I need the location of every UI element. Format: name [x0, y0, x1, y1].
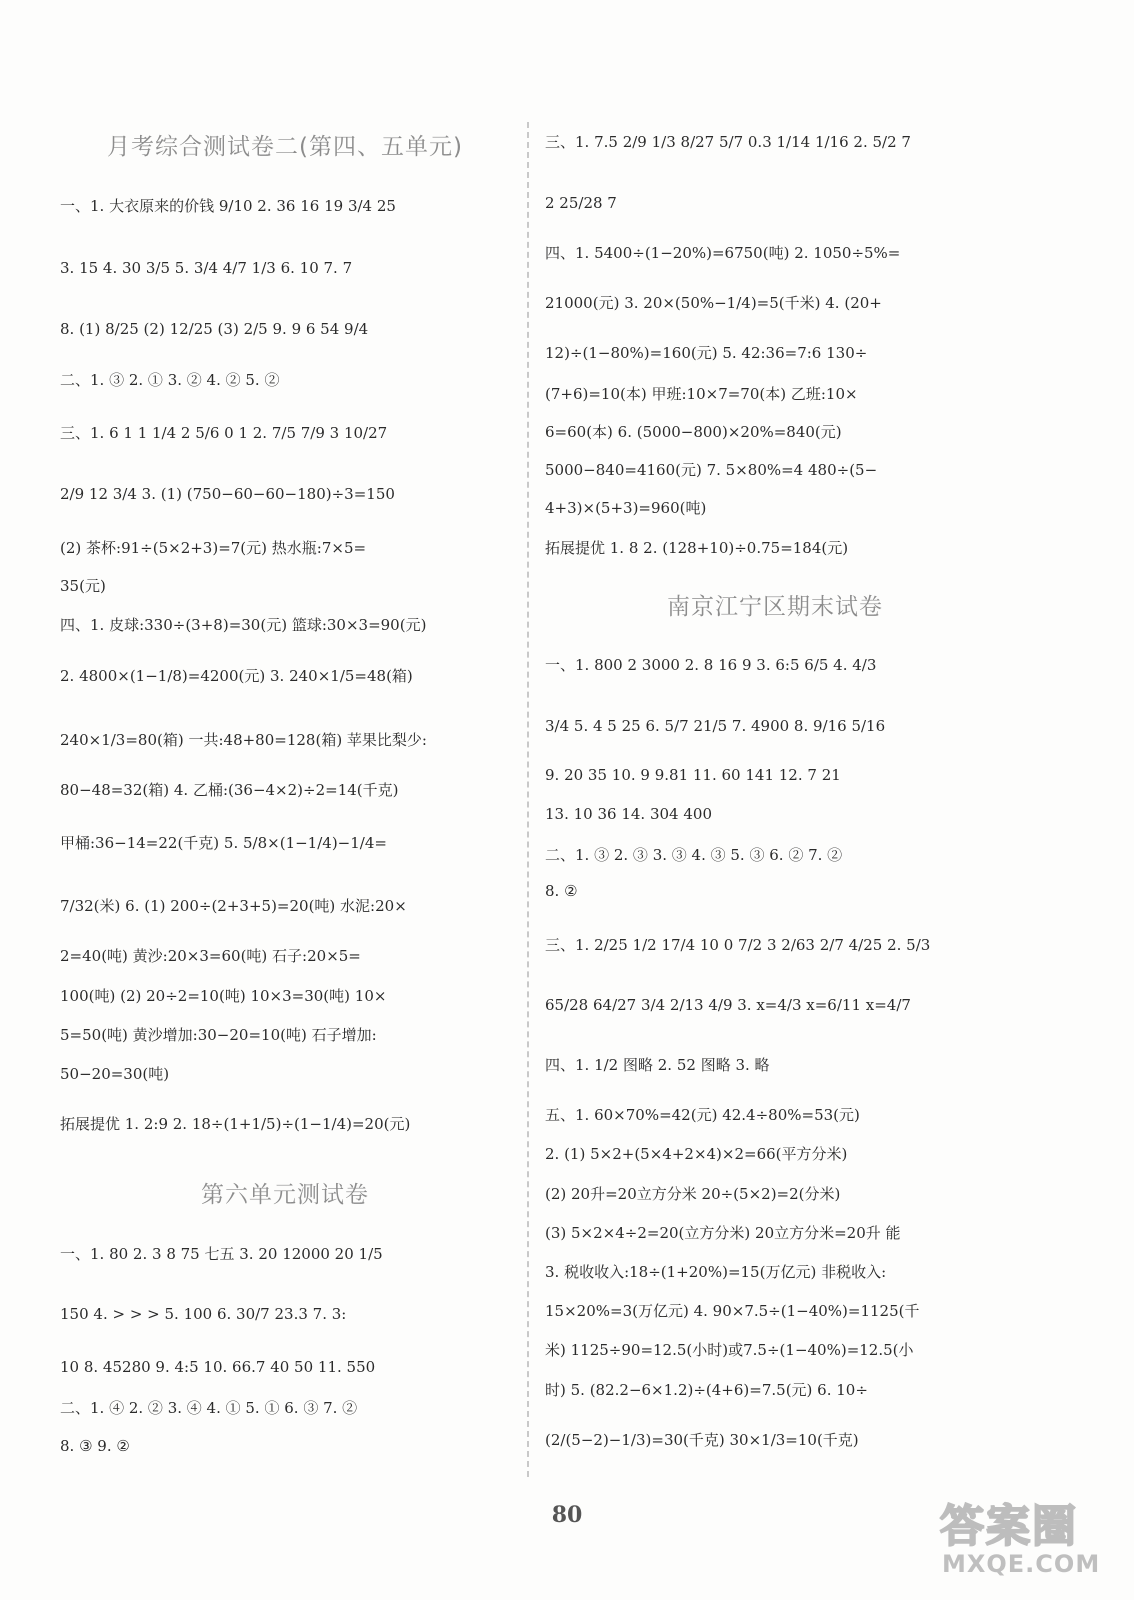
answer-line: 5000−840=4160(元) 7. 5×80%=4 480÷(5− [545, 461, 878, 479]
answer-line: 35(元) [60, 577, 106, 595]
answer-line: 8. ② [545, 882, 578, 900]
section-title-monthly-test-2: 月考综合测试卷二(第四、五单元) [107, 134, 463, 160]
answer-line: 100(吨) (2) 20÷2=10(吨) 10×3=30(吨) 10× [60, 987, 387, 1005]
answer-line: 四、1. 1/2 图略 2. 52 图略 3. 略 [545, 1056, 770, 1074]
watermark-logo-text: 答案圈 [940, 1501, 1078, 1552]
answer-line: 9. 20 35 10. 9 9.81 11. 60 141 12. 7 21 [545, 766, 841, 784]
answer-line: 21000(元) 3. 20×(50%−1/4)=5(千米) 4. (20+ [545, 294, 882, 312]
answer-line: 3. 15 4. 30 3/5 5. 3/4 4/7 1/3 6. 10 7. 7 [60, 259, 353, 277]
answer-line: 2 25/28 7 [545, 194, 617, 212]
answer-line: 三、1. 2/25 1/2 17/4 10 0 7/2 3 2/63 2/7 4/25 2. 5/3 [545, 936, 931, 954]
answer-line: 三、1. 6 1 1 1/4 2 5/6 0 1 2. 7/5 7/9 3 10/27 [60, 424, 388, 442]
answer-line: 甲桶:36−14=22(千克) 5. 5/8×(1−1/4)−1/4= [60, 834, 387, 852]
answer-line: 7/32(米) 6. (1) 200÷(2+3+5)=20(吨) 水泥:20× [60, 897, 407, 915]
answer-line: 四、1. 皮球:330÷(3+8)=30(元) 篮球:30×3=90(元) [60, 616, 427, 634]
answer-line: 一、1. 800 2 3000 2. 8 16 9 3. 6:5 6/5 4. 4/3 [545, 656, 877, 674]
answer-line: 三、1. 7.5 2/9 1/3 8/27 5/7 0.3 1/14 1/16 2. 5/2 7 [545, 133, 911, 151]
answer-line: 2=40(吨) 黄沙:20×3=60(吨) 石子:20×5= [60, 947, 361, 965]
answer-line: 5=50(吨) 黄沙增加:30−20=10(吨) 石子增加: [60, 1026, 377, 1044]
answer-line: (7+6)=10(本) 甲班:10×7=70(本) 乙班:10× [545, 385, 858, 403]
column-divider [527, 122, 529, 1477]
answer-line: 四、1. 5400÷(1−20%)=6750(吨) 2. 1050÷5%= [545, 244, 901, 262]
section-title-nanjing-jiangning-final: 南京江宁区期末试卷 [667, 594, 883, 620]
answer-line: 80−48=32(箱) 4. 乙桶:(36−4×2)÷2=14(千克) [60, 781, 399, 799]
answer-line: 150 4. > > > 5. 100 6. 30/7 23.3 7. 3: [60, 1305, 347, 1323]
answer-line: 65/28 64/27 3/4 2/13 4/9 3. x=4/3 x=6/11 x=4/7 [545, 996, 911, 1014]
answer-line: 拓展提优 1. 2:9 2. 18÷(1+1/5)÷(1−1/4)=20(元) [60, 1115, 411, 1133]
answer-line: 二、1. ④ 2. ② 3. ④ 4. ① 5. ① 6. ③ 7. ② [60, 1399, 358, 1417]
watermark-url: MXQE.COM [942, 1550, 1101, 1578]
answer-line: 240×1/3=80(箱) 一共:48+80=128(箱) 苹果比梨少: [60, 731, 427, 749]
answer-line: 8. ③ 9. ② [60, 1437, 130, 1455]
answer-line: 2/9 12 3/4 3. (1) (750−60−60−180)÷3=150 [60, 485, 395, 503]
section-title-unit-6: 第六单元测试卷 [201, 1182, 369, 1208]
answer-line: 12)÷(1−80%)=160(元) 5. 42:36=7:6 130÷ [545, 344, 868, 362]
answer-line: 二、1. ③ 2. ③ 3. ③ 4. ③ 5. ③ 6. ② 7. ② [545, 846, 843, 864]
answer-line: 3/4 5. 4 5 25 6. 5/7 21/5 7. 4900 8. 9/16 5/16 [545, 717, 886, 735]
page-number: 80 [551, 1502, 583, 1528]
answer-line: 15×20%=3(万亿元) 4. 90×7.5÷(1−40%)=1125(千 [545, 1302, 920, 1320]
answer-line: 10 8. 45280 9. 4:5 10. 66.7 40 50 11. 550 [60, 1358, 376, 1376]
answer-line: 2. (1) 5×2+(5×4+2×4)×2=66(平方分米) [545, 1145, 848, 1163]
answer-line: (3) 5×2×4÷2=20(立方分米) 20立方分米=20升 能 [545, 1224, 901, 1242]
answer-line: (2) 20升=20立方分米 20÷(5×2)=2(分米) [545, 1185, 841, 1203]
answer-line: 4+3)×(5+3)=960(吨) [545, 499, 707, 517]
watermark-logo [930, 1490, 1130, 1600]
answer-line: 2. 4800×(1−1/8)=4200(元) 3. 240×1/5=48(箱) [60, 667, 413, 685]
answer-line: (2) 茶杯:91÷(5×2+3)=7(元) 热水瓶:7×5= [60, 539, 367, 557]
answer-line: 时) 5. (82.2−6×1.2)÷(4+6)=7.5(元) 6. 10÷ [545, 1381, 868, 1399]
answer-line: 3. 税收收入:18÷(1+20%)=15(万亿元) 非税收入: [545, 1263, 887, 1281]
answer-line: 50−20=30(吨) [60, 1065, 170, 1083]
answer-line: (2/(5−2)−1/3)=30(千克) 30×1/3=10(千克) [545, 1431, 859, 1449]
answer-line: 一、1. 大衣原来的价钱 9/10 2. 36 16 19 3/4 25 [60, 197, 396, 215]
answer-line: 拓展提优 1. 8 2. (128+10)÷0.75=184(元) [545, 539, 849, 557]
answer-line: 13. 10 36 14. 304 400 [545, 805, 712, 823]
answer-line: 二、1. ③ 2. ① 3. ② 4. ② 5. ② [60, 371, 280, 389]
answer-line: 6=60(本) 6. (5000−800)×20%=840(元) [545, 423, 842, 441]
answer-line: 一、1. 80 2. 3 8 75 七五 3. 20 12000 20 1/5 [60, 1245, 383, 1263]
answer-line: 8. (1) 8/25 (2) 12/25 (3) 2/5 9. 9 6 54 9/4 [60, 320, 369, 338]
answer-line: 米) 1125÷90=12.5(小时)或7.5÷(1−40%)=12.5(小 [545, 1341, 914, 1359]
answer-line: 五、1. 60×70%=42(元) 42.4÷80%=53(元) [545, 1106, 860, 1124]
